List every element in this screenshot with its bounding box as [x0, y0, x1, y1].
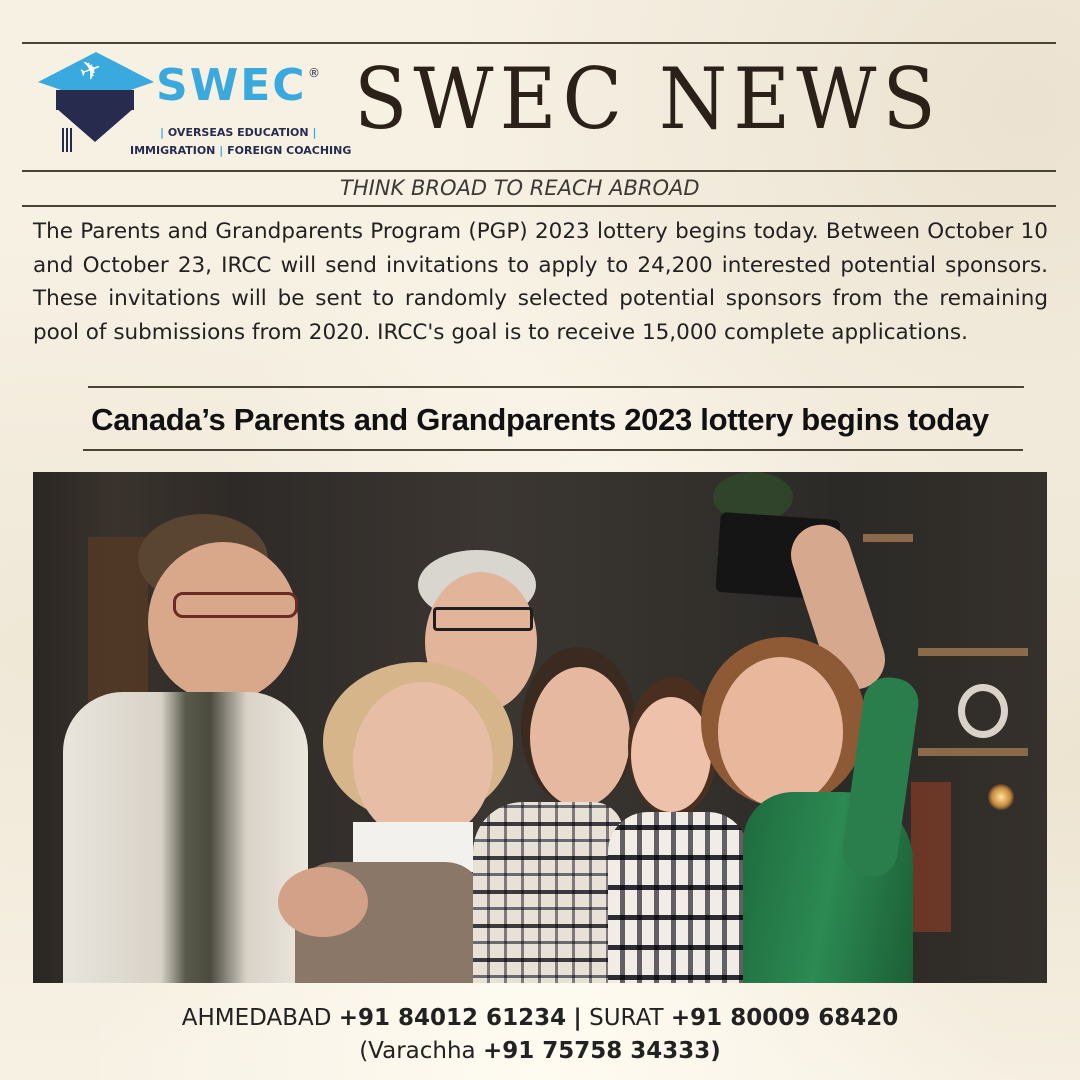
contact-line-2: [0, 1038, 1080, 1064]
logo-tagline-1: [160, 126, 316, 139]
man-left-glasses: [173, 592, 298, 618]
masthead-bottom-rule: [22, 170, 1056, 172]
masthead-title: SWEC NEWS: [354, 51, 942, 149]
tassel-icon: [62, 128, 72, 152]
top-rule: [22, 42, 1056, 44]
article-intro: The Parents and Grandparents Program (PGP) 2023 lottery begins today. Between October 10 and October 23, IRCC will send invitations to apply to 24,200 interested potential sponsors. These invitations will be sent to randomly selected potential sponsors from the remaining pool of submissions from 2020. IRCC's goal is to receive 15,000 complete applications.: [33, 219, 1048, 345]
grandmother-face: [353, 682, 493, 842]
logo-wordmark: SWEC: [156, 60, 307, 111]
headline-bottom-rule: [83, 449, 1023, 451]
tagline-overseas-education: OVERSEAS EDUCATION: [167, 126, 309, 139]
shelf: [918, 748, 1028, 756]
registered-mark: ®: [308, 66, 320, 80]
slogan: THINK BROAD TO REACH ABROAD: [340, 176, 700, 200]
tagline-immigration: IMMIGRATION: [130, 144, 216, 157]
contact-divider: |: [573, 1005, 582, 1031]
phone-surat[interactable]: +91 80009 68420: [670, 1005, 899, 1031]
tagline-foreign-coaching: FOREIGN COACHING: [227, 144, 352, 157]
shelf: [863, 534, 913, 542]
man-left-face: [148, 542, 298, 702]
grandfather-glasses: [433, 607, 533, 631]
family-selfie-photo: [33, 472, 1047, 983]
city-ahmedabad: AHMEDABAD: [181, 1005, 332, 1031]
decor-ring: [958, 684, 1008, 738]
article-headline: Canada’s Parents and Grandparents 2023 lottery begins today: [91, 402, 989, 437]
slogan-bottom-rule: [22, 205, 1056, 207]
man-left-cardigan: [63, 692, 308, 983]
girl-plaid-shirt: [608, 812, 748, 983]
swec-logo: [36, 50, 352, 162]
woman-right-face: [718, 657, 843, 807]
logo-tagline-2: [130, 144, 351, 157]
closing-paren: ): [710, 1038, 721, 1064]
area-varachha: (Varachha: [359, 1038, 476, 1064]
mother-plaid-shirt: [473, 802, 623, 983]
shelf: [918, 648, 1028, 656]
hand-on-shoulder: [278, 867, 368, 937]
separator: |: [312, 126, 317, 139]
red-wall-panel: [911, 782, 951, 932]
separator: |: [219, 144, 224, 157]
lamp-glow: [988, 784, 1014, 810]
graduation-cap-band: [56, 90, 134, 110]
phone-varachha[interactable]: +91 75758 34333: [482, 1038, 711, 1064]
city-surat: SURAT: [589, 1005, 664, 1031]
headline-top-rule: [88, 386, 1024, 388]
airplane-icon: ✈: [75, 53, 107, 89]
separator: |: [160, 126, 165, 139]
phone-ahmedabad[interactable]: +91 84012 61234: [338, 1005, 567, 1031]
girl-face: [631, 697, 711, 812]
contact-line-1: [0, 1005, 1080, 1031]
mother-face: [530, 667, 630, 807]
